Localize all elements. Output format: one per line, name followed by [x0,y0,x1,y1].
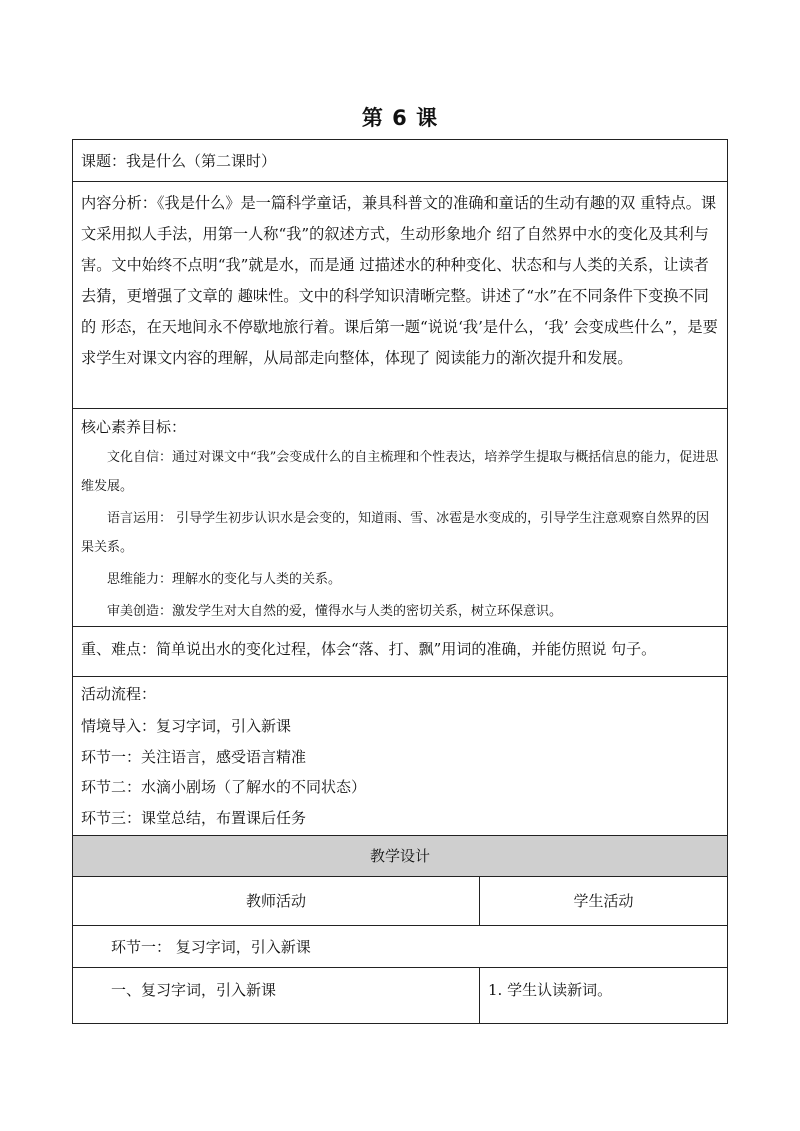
analysis-row [72,182,728,409]
goal-item: 语言运用： 引导学生初步认识水是会变的，知道雨、雪、冰雹是水变成的，引导学生注意观察自然界的因果关系。 [81,511,710,555]
lesson-plan-table [72,139,728,1024]
flow-step: 情境导入：复习字词，引入新课 [81,717,292,735]
goal-item: 思维能力：理解水的变化与人类的关系。 [107,572,342,587]
flow-row [72,677,728,836]
student-activity-cell: 1. 学生认读新词。 [488,981,613,999]
goal-item: 文化自信：通过对课文中“我”会变成什么的自主梳理和个性表达，培养学生提取与概括信息的能力，促进思维发展。 [81,450,719,494]
page-title: 第 6 课 [361,106,439,130]
design-banner: 教学设计 [72,836,728,877]
goal-item: 审美创造：激发学生对大自然的爱，懂得水与人类的密切关系，树立环保意识。 [107,604,563,619]
student-activity-header: 学生活动 [573,892,634,910]
flow-heading: 活动流程： [81,685,157,703]
activity-content-row [72,968,728,1024]
analysis-text: 内容分析：《我是什么》是一篇科学童话，兼具科普文的准确和童话的生动有趣的双 重特点。课文采用拟人手法，用第一人称“我”的叙述方式，生动形象地介 绍了自然界中水的变化及其利与害。文中始终不点明“我”就是水，而是通 过描述水的种种变化、状态和与人类的关系，让读者去猜，更增强了文章的 趣味性。文中的科学知识清晰完整。讲述了“水”在不同条件下变换不同的 形态，在天地间永不停歇地旅行着。课后第一题“说说‘我’是什么，‘我’ 会变成些什么”，是要求学生对课文内容的理解，从局部走向整体，体现了 阅读能力的渐次提升和发展。 [81,194,718,367]
goals-row [72,409,728,627]
goals-heading: 核心素养目标： [81,418,187,436]
flow-step: 环节二：水滴小剧场（了解水的不同状态） [81,778,367,796]
teacher-activity-header: 教师活动 [73,877,480,925]
activity-headers-row [72,877,728,926]
flow-step: 环节三：课堂总结，布置课后任务 [81,808,307,827]
topic-row: 课题：我是什么（第二课时） [72,139,728,182]
key-points-row: 重、难点：简单说出水的变化过程，体会“落、打、飘”用词的准确，并能仿照说 句子。 [72,627,728,677]
flow-step: 环节一：关注语言，感受语言精准 [81,747,307,766]
section-title-row: 环节一： 复习字词，引入新课 [72,926,728,968]
teacher-activity-cell: 一、复习字词，引入新课 [73,968,480,1023]
